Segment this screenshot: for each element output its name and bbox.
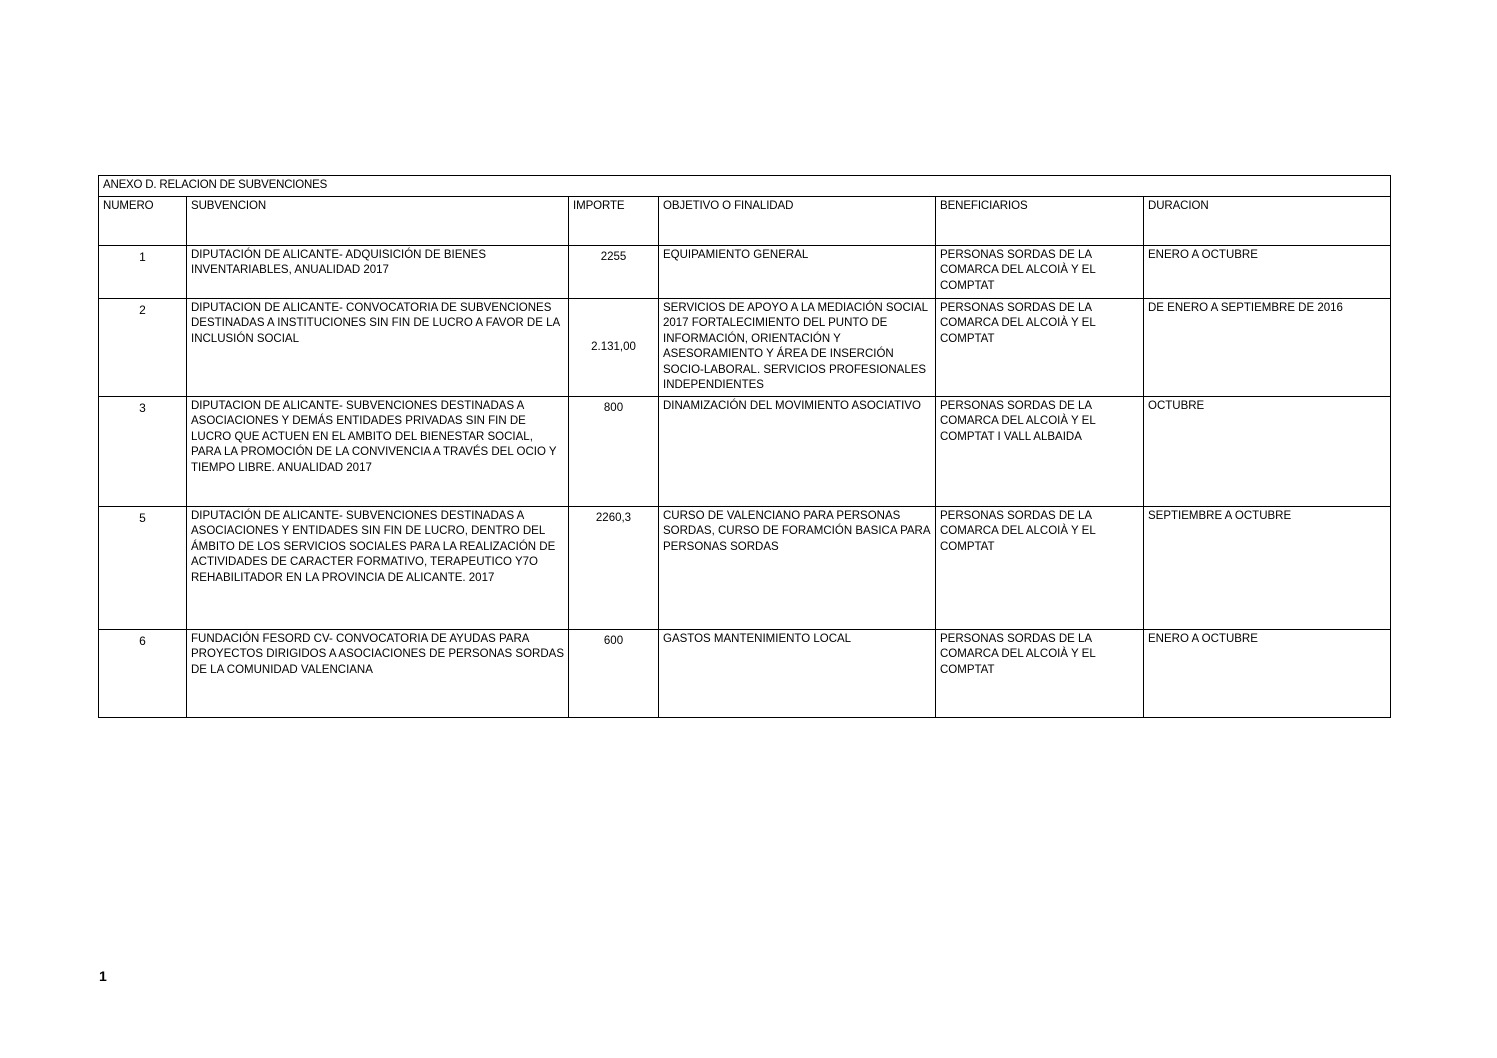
cell-numero: 6 — [99, 629, 187, 717]
table-title-row — [99, 176, 1391, 197]
cell-importe: 2.131,00 — [569, 298, 659, 396]
subvenciones-table — [98, 175, 1391, 718]
table-header-row — [99, 196, 1391, 245]
cell-subvencion: DIPUTACIÓN DE ALICANTE- SUBVENCIONES DESTINADAS A ASOCIACIONES Y ENTIDADES SIN FIN DE LUCRO, DENTRO DEL ÁMBITO DE LOS SERVICIOS SOCIALES PARA LA REALIZACIÓN DE ACTIVIDADES DE CARACTER FORMATIVO, TERAPEUTICO Y7O REHABILITADOR EN LA PROVINCIA DE ALICANTE. 2017 — [187, 506, 569, 629]
cell-importe: 2255 — [569, 245, 659, 298]
cell-importe: 2260,3 — [569, 506, 659, 629]
cell-duracion: OCTUBRE — [1144, 396, 1391, 506]
cell-beneficiarios: PERSONAS SORDAS DE LA COMARCA DEL ALCOIÀ Y EL COMPTAT — [936, 298, 1144, 396]
cell-numero: 3 — [99, 396, 187, 506]
column-header-beneficiarios: BENEFICIARIOS — [936, 196, 1144, 245]
cell-importe: 600 — [569, 629, 659, 717]
cell-objetivo: SERVICIOS DE APOYO A LA MEDIACIÓN SOCIAL 2017 FORTALECIMIENTO DEL PUNTO DE INFORMACIÓN, ORIENTACIÓN Y ASESORAMIENTO Y ÁREA DE INSERCIÓN SOCIO-LABORAL. SERVICIOS PROFESIONALES INDEPENDIENTES — [659, 298, 936, 396]
cell-numero: 5 — [99, 506, 187, 629]
table-row — [99, 245, 1391, 298]
table-row — [99, 506, 1391, 629]
cell-objetivo: EQUIPAMIENTO GENERAL — [659, 245, 936, 298]
cell-subvencion: FUNDACIÓN FESORD CV- CONVOCATORIA DE AYUDAS PARA PROYECTOS DIRIGIDOS A ASOCIACIONES DE PERSONAS SORDAS DE LA COMUNIDAD VALENCIANA — [187, 629, 569, 717]
cell-numero: 1 — [99, 245, 187, 298]
cell-beneficiarios: PERSONAS SORDAS DE LA COMARCA DEL ALCOIÀ Y EL COMPTAT I VALL ALBAIDA — [936, 396, 1144, 506]
column-header-objetivo: OBJETIVO O FINALIDAD — [659, 196, 936, 245]
cell-objetivo: DINAMIZACIÓN DEL MOVIMIENTO ASOCIATIVO — [659, 396, 936, 506]
cell-subvencion: DIPUTACION DE ALICANTE- CONVOCATORIA DE SUBVENCIONES DESTINADAS A INSTITUCIONES SIN FIN DE LUCRO A FAVOR DE LA INCLUSIÓN SOCIAL — [187, 298, 569, 396]
table-row — [99, 298, 1391, 396]
cell-beneficiarios: PERSONAS SORDAS DE LA COMARCA DEL ALCOIÀ Y EL COMPTAT — [936, 245, 1144, 298]
column-header-importe: IMPORTE — [569, 196, 659, 245]
table-row — [99, 396, 1391, 506]
cell-duracion: DE ENERO A SEPTIEMBRE DE 2016 — [1144, 298, 1391, 396]
cell-objetivo: CURSO DE VALENCIANO PARA PERSONAS SORDAS, CURSO DE FORAMCIÓN BASICA PARA PERSONAS SORDAS — [659, 506, 936, 629]
cell-beneficiarios: PERSONAS SORDAS DE LA COMARCA DEL ALCOIÀ Y EL COMPTAT — [936, 506, 1144, 629]
cell-subvencion: DIPUTACIÓN DE ALICANTE- ADQUISICIÓN DE BIENES INVENTARIABLES, ANUALIDAD 2017 — [187, 245, 569, 298]
cell-numero: 2 — [99, 298, 187, 396]
column-header-duracion: DURACION — [1144, 196, 1391, 245]
column-header-subvencion: SUBVENCION — [187, 196, 569, 245]
cell-duracion: ENERO A OCTUBRE — [1144, 245, 1391, 298]
cell-beneficiarios: PERSONAS SORDAS DE LA COMARCA DEL ALCOIÀ Y EL COMPTAT — [936, 629, 1144, 717]
table-row — [99, 629, 1391, 717]
cell-objetivo: GASTOS MANTENIMIENTO LOCAL — [659, 629, 936, 717]
table-title: ANEXO D. RELACION DE SUBVENCIONES — [99, 176, 1391, 197]
cell-duracion: ENERO A OCTUBRE — [1144, 629, 1391, 717]
cell-duracion: SEPTIEMBRE A OCTUBRE — [1144, 506, 1391, 629]
column-header-numero: NUMERO — [99, 196, 187, 245]
cell-importe: 800 — [569, 396, 659, 506]
page-number: 1 — [99, 968, 107, 984]
cell-subvencion: DIPUTACION DE ALICANTE- SUBVENCIONES DESTINADAS A ASOCIACIONES Y DEMÁS ENTIDADES PRIVADAS SIN FIN DE LUCRO QUE ACTUEN EN EL AMBITO DEL BIENESTAR SOCIAL, PARA LA PROMOCIÓN DE LA CONVIVENCIA A TRAVÉS DEL OCIO Y TIEMPO LIBRE. ANUALIDAD 2017 — [187, 396, 569, 506]
